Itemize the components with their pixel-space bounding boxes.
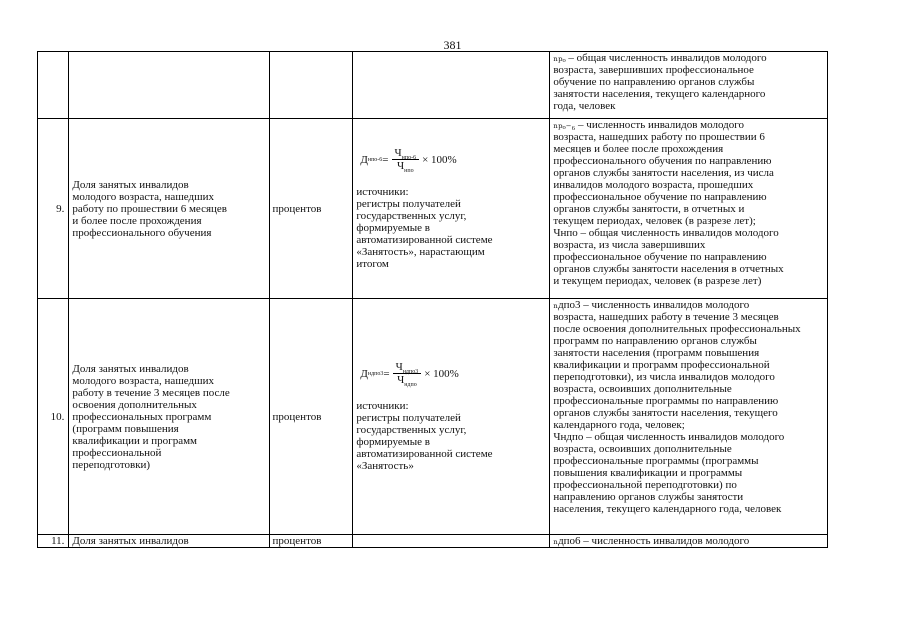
formula-den-text: Ч [397,374,405,386]
unit-of-measure [269,52,353,119]
formula-denominator [394,160,417,175]
formula-den-sub: ндпо [404,382,417,389]
description-line: возраста, освоивших дополнительные [553,443,732,455]
description-line: Чнпо – общая численность инвалидов молодого [553,227,779,239]
page-number: 381 [443,38,462,52]
source-line: регистры получателей [356,198,461,210]
description-line: населения, текущего календарного года, человек [553,503,782,515]
description-line: возраста, из числа завершивших [553,239,706,251]
row-number: 9. [38,119,69,299]
indicator-name-line: (программ повышения [72,422,179,435]
formula-equals: = [382,153,389,166]
description-line: возраста, нашедших работу по прошествии 6 [553,131,765,143]
formula-cell [353,535,550,548]
indicator-name-line: молодого возраста, нашедших [72,374,214,387]
formula-num-text: Ч [395,361,403,373]
description-line: после освоения дополнительных профессиональных [553,323,801,335]
formula-cell [353,52,550,119]
description-line: профессионального обучения по направлению [553,155,772,167]
description-line: профессиональное обучение по направлению [553,191,767,203]
description-line: обучение по направлению органов службы [553,76,755,88]
source-line: источники: [356,400,409,412]
unit-of-measure: процентов [269,535,353,548]
indicator-table [37,51,828,548]
formula-tail: × 100% [424,367,459,380]
formula-numerator [392,147,420,160]
description-line: органов службы занятости, в отчетных и [553,203,745,215]
row-number [38,52,69,119]
variable-description [550,535,828,548]
indicator-name-line: работу по прошествии 6 месяцев [72,202,227,215]
indicator-name-line: профессионального обучения [72,226,212,239]
formula: Д ндпо3 = $\frac{Ч_{ндпо3}}{Ч_{ндпо}}$ × 100% [360,361,459,389]
description-line: профессиональной переподготовки) по [553,479,737,491]
source-line: «Занятость» [356,460,414,472]
description-line: и текущем периодах, человек (в разрезе лет) [553,275,762,287]
indicator-name-line: работу в течение 3 месяцев после [72,386,230,399]
indicator-name-line: Доля занятых инвалидов [72,535,189,547]
description-line: органов службы занятости населения, текущего [553,407,778,419]
formula-fraction [393,361,422,389]
formula-den-text: Ч [397,160,405,172]
source-line: источники: [356,186,409,198]
description-line: профессиональное обучение по направлению [553,251,767,263]
formula-num-sub: нпо-6 [401,155,417,162]
description-line: органов службы занятости населения, из числа [553,167,774,179]
indicator-name [69,299,269,535]
row-number: 10. [38,299,69,535]
indicator-name-line: освоения дополнительных [72,398,197,411]
description-line: органов службы занятости населения в отчетных [553,263,784,275]
source-line: итогом [356,258,389,270]
source-line: «Занятость», нарастающим [356,246,485,258]
table-row [38,535,828,548]
source-line: государственных услуг, [356,210,467,222]
description-line: возраста, освоивших дополнительные [553,383,732,395]
formula-fraction [392,147,420,175]
indicator-name-line: молодого возраста, нашедших [72,190,214,203]
indicator-name-line: Доля занятых инвалидов [72,362,189,375]
formula-numerator [393,361,422,374]
formula-cell [353,119,550,299]
description-line: ₙₚₒ – общая численность инвалидов молодого [553,52,767,64]
description-line: профессиональные программы (программы [553,455,759,467]
variable-description [550,299,828,535]
description-line: переподготовки), из числа инвалидов молодого [553,371,775,383]
indicator-name-line: профессиональных программ [72,410,212,423]
description-line: профессиональные программы по направлению [553,395,779,407]
source-line: регистры получателей [356,412,461,424]
unit-of-measure: процентов [269,119,353,299]
description-line: повышения квалификации и программы [553,467,743,479]
formula-tail: × 100% [422,153,457,166]
variable-description [550,52,828,119]
source-line: формируемые в [356,436,430,448]
description-line: возраста, нашедших работу в течение 3 месяцев [553,311,779,323]
formula-denominator [394,374,420,389]
table-row [38,119,828,299]
description-line: занятости населения, текущего календарного [553,88,766,100]
row-number: 11. [38,535,69,548]
indicator-name-line: квалификации и программ [72,434,197,447]
description-line: направлению органов службы занятости [553,491,744,503]
formula-equals: = [383,367,390,380]
formula-num-sub: ндпо3 [402,369,419,376]
indicator-name-line: профессиональной [72,446,162,459]
source-line: государственных услуг, [356,424,467,436]
indicator-name-line: Доля занятых инвалидов [72,178,189,191]
description-line: месяцев и более после прохождения [553,143,724,155]
formula-lhs: Д [360,367,368,380]
indicator-name-line: и более после прохождения [72,214,202,227]
indicator-name [69,535,269,548]
description-line: года, человек [553,100,616,112]
description-line: ₙдпо3 – численность инвалидов молодого [553,299,750,311]
unit-of-measure: процентов [269,299,353,535]
formula-lhs: Д [360,153,368,166]
formula-num-text: Ч [394,147,402,159]
source-line: автоматизированной системе [356,234,493,246]
description-line: Чндпо – общая численность инвалидов молодого [553,431,785,443]
formula-cell [353,299,550,535]
indicator-name-line: переподготовки) [72,458,151,471]
description-line: квалификации и программ профессиональной [553,359,770,371]
description-line: программ по направлению органов службы [553,335,757,347]
description-line: инвалидов молодого возраста, прошедших [553,179,754,191]
description-line: ₙдпо6 – численность инвалидов молодого [553,535,750,547]
description-line: календарного года, человек; [553,419,685,431]
description-line: текущем периодах, человек (в разрезе лет); [553,215,756,227]
description-line: возраста, завершивших профессиональное [553,64,754,76]
table-row [38,52,828,119]
description-line: занятости населения (программ повышения [553,347,760,359]
formula: Д нпо-6 = $\frac{Ч_{нпо-6}}{Ч_{нпо}}$ × 100% [360,147,457,175]
description-line: ₙₚₒ₋₆ – численность инвалидов молодого [553,119,744,131]
indicator-name [69,52,269,119]
indicator-name [69,119,269,299]
variable-description [550,119,828,299]
source-line: формируемые в [356,222,430,234]
table-row [38,299,828,535]
source-line: автоматизированной системе [356,448,493,460]
formula-den-sub: нпо [404,168,414,175]
